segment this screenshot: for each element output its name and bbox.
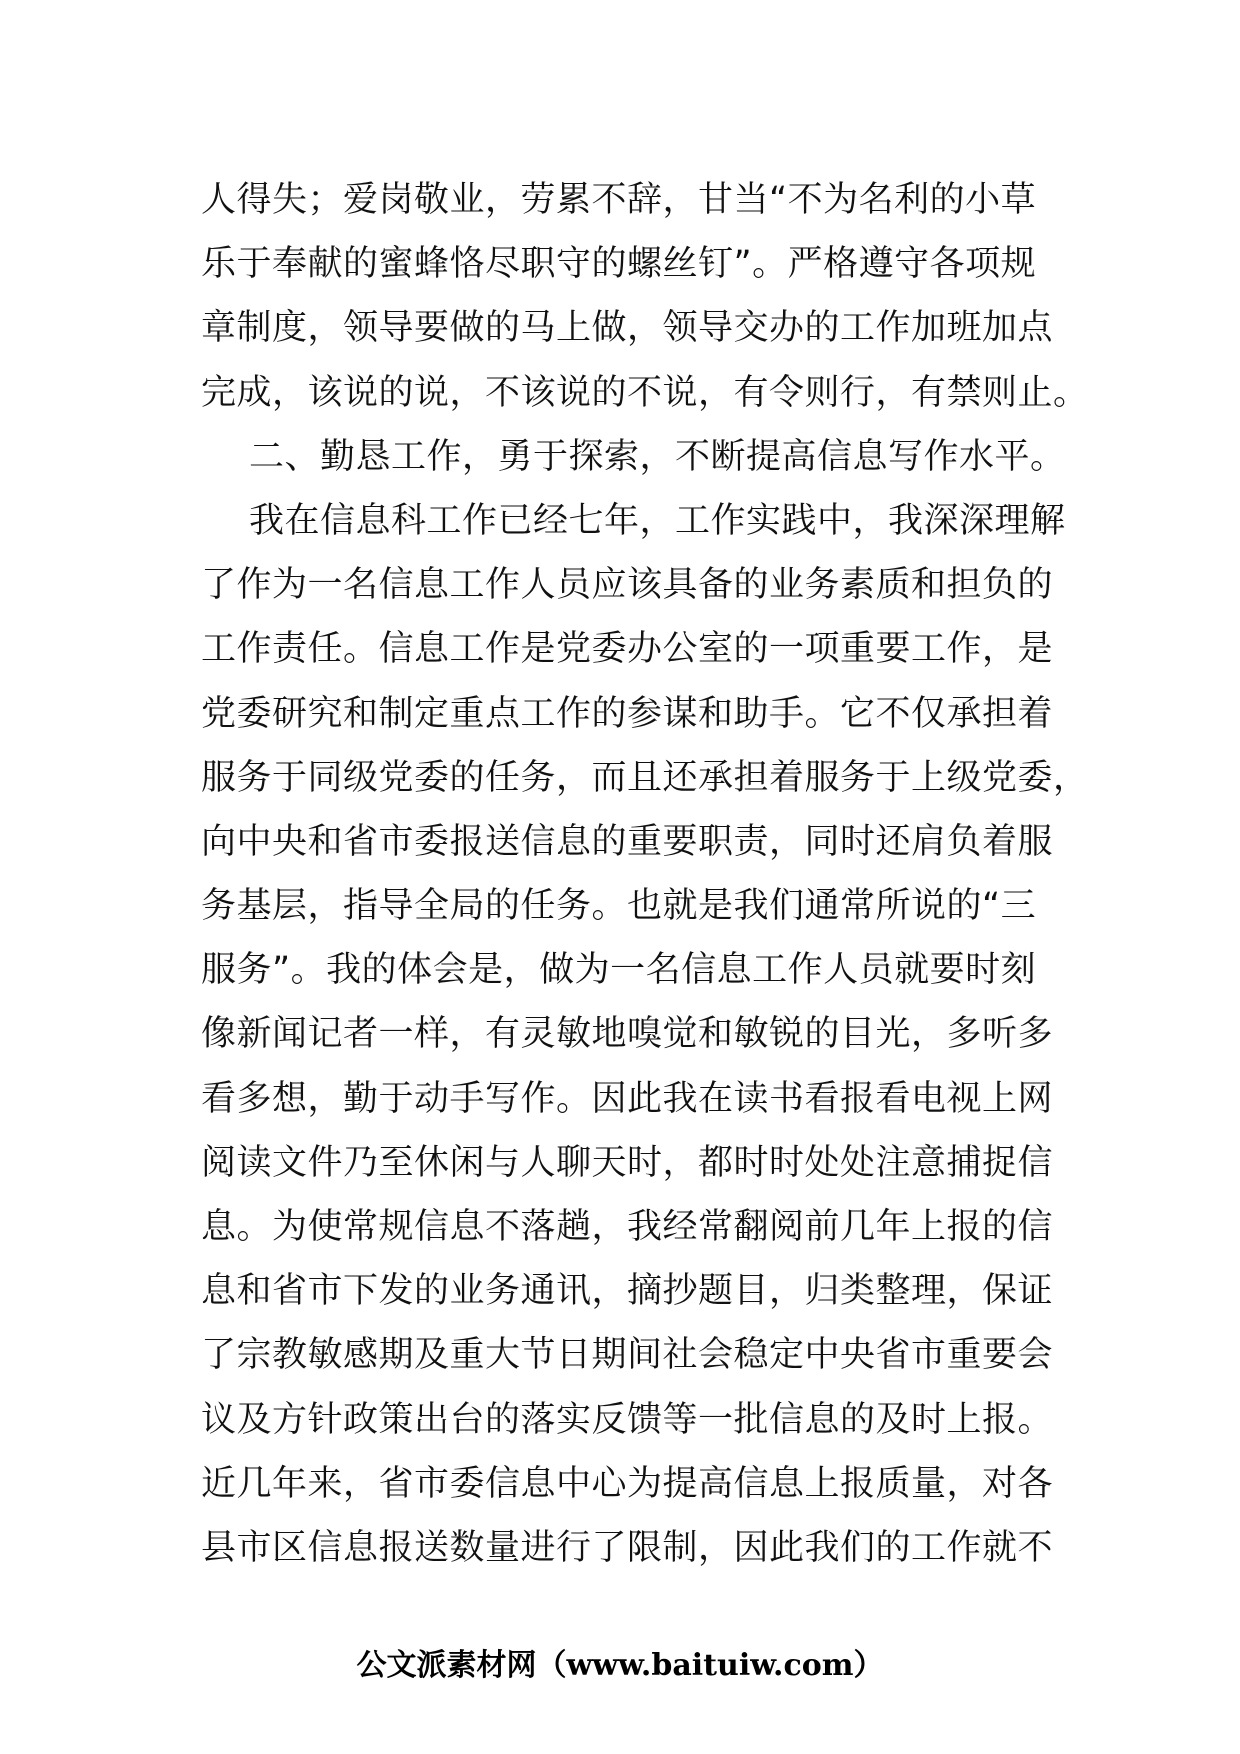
text-line: 章制度，领导要做的马上做，领导交办的工作加班加点 xyxy=(201,308,1054,349)
body-text xyxy=(201,168,1089,1580)
text-line: 完成，该说的说，不该说的不说，有令则行，有禁则止。 xyxy=(201,372,1089,413)
text-line: 县市区信息报送数量进行了限制，因此我们的工作就不 xyxy=(201,1527,1054,1568)
text-line: 像新闻记者一样，有灵敏地嗅觉和敏锐的目光，多听多 xyxy=(201,1014,1054,1055)
text-line: 近几年来，省市委信息中心为提高信息上报质量，对各 xyxy=(201,1463,1054,1504)
text-line: 看多想，勤于动手写作。因此我在读书看报看电视上网 xyxy=(201,1078,1054,1119)
section-heading: 二、勤恳工作，勇于探索，不断提高信息写作水平。 xyxy=(249,436,1066,477)
page-footer: 公文派素材网（www.baituiw.com） xyxy=(356,1648,884,1683)
text-line: 我在信息科工作已经七年，工作实践中，我深深理解 xyxy=(249,500,1066,541)
text-line: 息。为使常规信息不落趟，我经常翻阅前几年上报的信 xyxy=(201,1207,1054,1247)
text-line: 服务于同级党委的任务，而且还承担着服务于上级党委， xyxy=(201,757,1089,798)
text-line: 议及方针政策出台的落实反馈等一批信息的及时上报。 xyxy=(201,1399,1054,1440)
text-line: 工作责任。信息工作是党委办公室的一项重要工作，是 xyxy=(201,629,1054,670)
text-line: 服务”。我的体会是，做为一名信息工作人员就要时刻 xyxy=(201,950,1037,991)
text-line: 阅读文件乃至休闲与人聊天时，都时时处处注意捕捉信 xyxy=(201,1142,1054,1183)
text-line: 了宗教敏感期及重大节日期间社会稳定中央省市重要会 xyxy=(201,1335,1054,1376)
text-line: 党委研究和制定重点工作的参谋和助手。它不仅承担着 xyxy=(201,693,1054,734)
text-line: 乐于奉献的蜜蜂恪尽职守的螺丝钉”。严格遵守各项规 xyxy=(201,244,1037,285)
text-line: 息和省市下发的业务通讯，摘抄题目，归类整理，保证 xyxy=(201,1271,1054,1312)
text-line: 了作为一名信息工作人员应该具备的业务素质和担负的 xyxy=(201,565,1054,606)
text-line: 向中央和省市委报送信息的重要职责，同时还肩负着服 xyxy=(201,821,1054,862)
text-line: 人得失；爱岗敬业，劳累不辞，甘当“不为名利的小草 xyxy=(201,180,1037,220)
text-line: 务基层，指导全局的任务。也就是我们通常所说的“三 xyxy=(201,886,1037,927)
